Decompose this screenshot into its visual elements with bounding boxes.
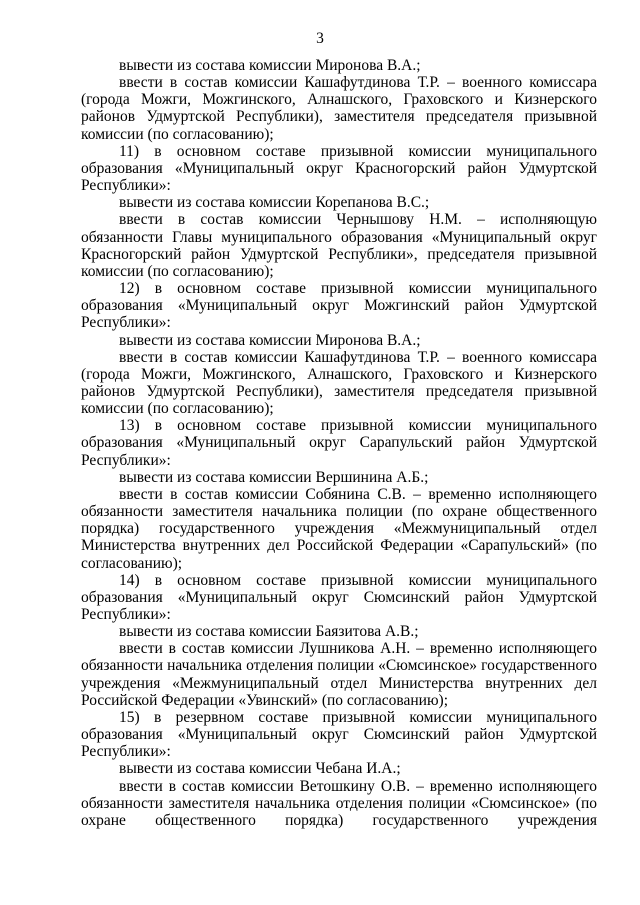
- paragraph-item-13-heading: 13) в основном составе призывной комиссии муниципального образования «Муниципальный округ Сарапульский район Удмуртской Республики»:: [81, 417, 597, 469]
- paragraph-remove-cheban: вывести из состава комиссии Чебана И.А.;: [119, 760, 401, 778]
- paragraph-item-15-heading: 15) в резервном составе призывной комиссии муниципального образования «Муниципальный округ Сюмсинский район Удмуртской Республики»:: [81, 708, 597, 761]
- paragraph-remove-korepanov: вывести из состава комиссии Корепанова В.С.;: [119, 194, 430, 212]
- paragraph-add-vetoshkina: ввести в состав комиссии Ветошкину О.В. – временно исполняющего обязанности заместителя начальника отделения полиции «Сюмсинское» (по охране общественного порядка) государственного учреждения: [81, 777, 597, 829]
- paragraph-add-lushnikov: ввести в состав комиссии Лушникова А.Н. – временно исполняющего обязанности начальника отделения полиции «Сюмсинское» государственного учреждения «Межмуниципальный отдел Министерства внутренних дел Российской Федерации «Увинский» (по согласованию);: [81, 640, 597, 709]
- paragraph-remove-mironov-2: вывести из состава комиссии Миронова В.А.;: [119, 331, 421, 349]
- document-body: [81, 57, 597, 829]
- paragraph-remove-mironov: вывести из состава комиссии Миронова В.А.;: [119, 57, 421, 74]
- paragraph-add-kashafutdinov-2: ввести в состав комиссии Кашафутдинова Т.Р. – военного комиссара (города Можги, Можгинского, Алнашского, Граховского и Кизнерского районов Удмуртской Республики), заместителя председателя призывной комиссии (по согласованию);: [81, 348, 597, 418]
- paragraph-add-sobyanin: ввести в состав комиссии Собянина С.В. – временно исполняющего обязанности заместителя начальника полиции (по охране общественного порядка) государственного учреждения «Межмуниципальный отдел Министерства внутренних дел Российской Федерации «Сарапульский» (по согласованию);: [81, 485, 597, 572]
- paragraph-remove-bayazitov: вывести из состава комиссии Баязитова А.В.;: [119, 623, 419, 641]
- paragraph-item-11-heading: 11) в основном составе призывной комиссии муниципального образования «Муниципальный округ Красногорский район Удмуртской Республики»:: [81, 142, 597, 195]
- paragraph-item-14-heading: 14) в основном составе призывной комиссии муниципального образования «Муниципальный округ Сюмсинский район Удмуртской Республики»:: [81, 571, 597, 623]
- paragraph-add-chernyshova: ввести в состав комиссии Чернышову Н.М. – исполняющую обязанности Главы муниципального образования «Муниципальный округ Красногорский район Удмуртской Республики», председателя призывной комиссии (по согласованию);: [81, 211, 597, 280]
- page-number: 3: [316, 30, 324, 47]
- paragraph-add-kashafutdinov: ввести в состав комиссии Кашафутдинова Т.Р. – военного комиссара (города Можги, Можгинского, Алнашского, Граховского и Кизнерского районов Удмуртской Республики), заместителя председателя призывной комиссии (по согласованию);: [81, 74, 597, 143]
- paragraph-item-12-heading: 12) в основном составе призывной комиссии муниципального образования «Муниципальный округ Можгинский район Удмуртской Республики»:: [81, 280, 597, 332]
- paragraph-remove-vershinin: вывести из состава комиссии Вершинина А.Б.;: [119, 468, 429, 486]
